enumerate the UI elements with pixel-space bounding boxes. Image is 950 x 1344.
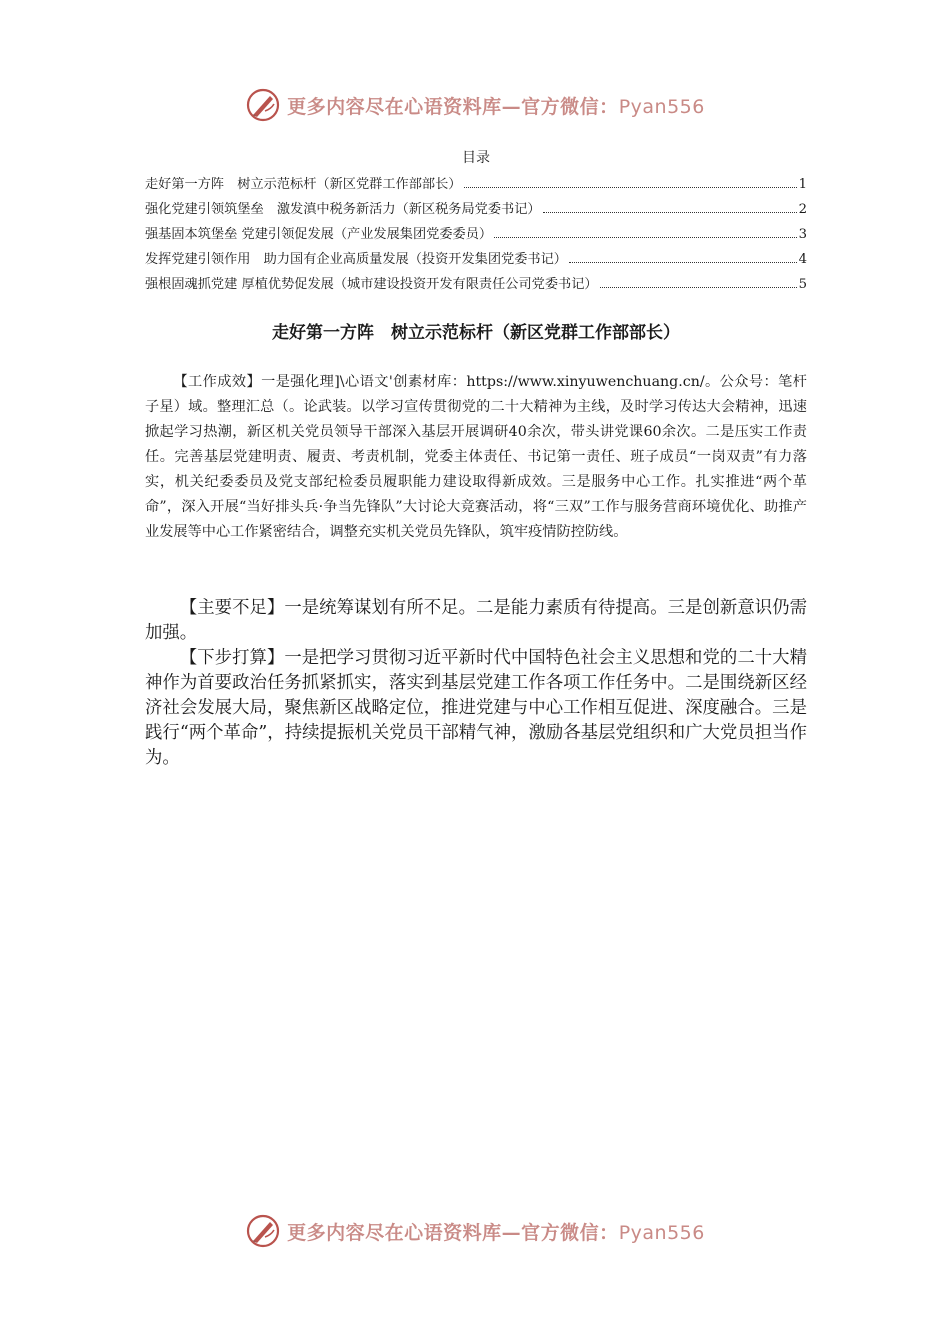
toc-leader-dots (600, 286, 797, 288)
header-banner (0, 80, 950, 130)
toc-item-page: 4 (798, 252, 807, 267)
toc-leader-dots (464, 186, 797, 188)
toc-item-text: 强基固本筑堡垒 党建引领促发展（产业发展集团党委委员） (145, 227, 493, 242)
pen-logo-icon (245, 87, 281, 123)
toc-leader-dots (569, 261, 797, 263)
toc-leader-dots (543, 211, 797, 213)
toc-item-page: 2 (798, 202, 807, 217)
toc-item[interactable] (145, 272, 807, 297)
toc-item[interactable] (145, 197, 807, 222)
shortcomings-paragraph: 【主要不足】一是统筹谋划有所不足。二是能力素质有待提高。三是创新意识仍需加强。 (145, 598, 807, 643)
banner-wechat-label: 官方微信： (521, 95, 619, 118)
footer-banner (0, 1206, 950, 1256)
toc-leader-dots (494, 236, 797, 238)
toc-item-text: 强根固魂抓党建 厚植优势促发展（城市建设投资开发有限责任公司党委书记） (145, 277, 598, 292)
banner-title: 更多内容尽在心语资料库 (287, 95, 502, 118)
toc-item-text: 强化党建引领筑堡垒 激发滇中税务新活力（新区税务局党委书记） (145, 202, 541, 217)
toc-item-text: 发挥党建引领作用 助力国有企业高质量发展（投资开发集团党委书记） (145, 252, 567, 267)
table-of-contents (145, 148, 807, 297)
toc-title: 目录 (462, 150, 490, 166)
banner-title: 更多内容尽在心语资料库 (287, 1221, 502, 1244)
toc-item-page: 3 (798, 227, 807, 242)
next-steps-paragraph: 【下步打算】一是把学习贯彻习近平新时代中国特色社会主义思想和党的二十大精神作为首要政治任务抓紧抓实，落实到基层党建工作各项工作任务中。二是围绕新区经济社会发展大局，聚焦新区战略定位，推进党建与中心工作相互促进、深度融合。三是践行“两个革命”，持续提振机关党员干部精气神，激励各基层党组织和广大党员担当作为。 (145, 648, 807, 768)
toc-item-page: 5 (798, 277, 807, 292)
banner-wechat-label: 官方微信： (521, 1221, 619, 1244)
section-title: 走好第一方阵 树立示范标杆（新区党群工作部部长） (272, 323, 680, 343)
toc-item[interactable] (145, 247, 807, 272)
banner-wechat-id: Pyan556 (618, 95, 705, 118)
toc-item-text: 走好第一方阵 树立示范标杆（新区党群工作部部长） (145, 177, 462, 192)
banner-wechat-id: Pyan556 (618, 1221, 705, 1244)
toc-item[interactable] (145, 222, 807, 247)
pen-logo-icon (245, 1213, 281, 1249)
toc-item-page: 1 (798, 177, 807, 192)
toc-item[interactable] (145, 172, 807, 197)
achievements-paragraph: 【工作成效】一是强化理]\心语文'创素材库：https://www.xinyuwenchuang.cn/。公众号：笔杆子星）域。整理汇总（。论武装。以学习宣传贯彻党的二十大精神为主线，及时学习传达大会精神，迅速掀起学习热潮，新区机关党员领导干部深入基层开展调研40余次，带头讲党课60余次。二是压实工作责任。完善基层党建明责、履责、考责机制，党委主体责任、书记第一责任、班子成员“一岗双责”有力落实，机关纪委委员及党支部纪检委员履职能力建设取得新成效。三是服务中心工作。扎实推进“两个革命”，深入开展“当好排头兵·争当先锋队”大讨论大竞赛活动，将“三双”工作与服务营商环境优化、助推产业发展等中心工作紧密结合，调整充实机关党员先锋队，筑牢疫情防控防线。 (145, 374, 807, 540)
banner-separator: — (501, 95, 522, 118)
banner-separator: — (501, 1221, 522, 1244)
